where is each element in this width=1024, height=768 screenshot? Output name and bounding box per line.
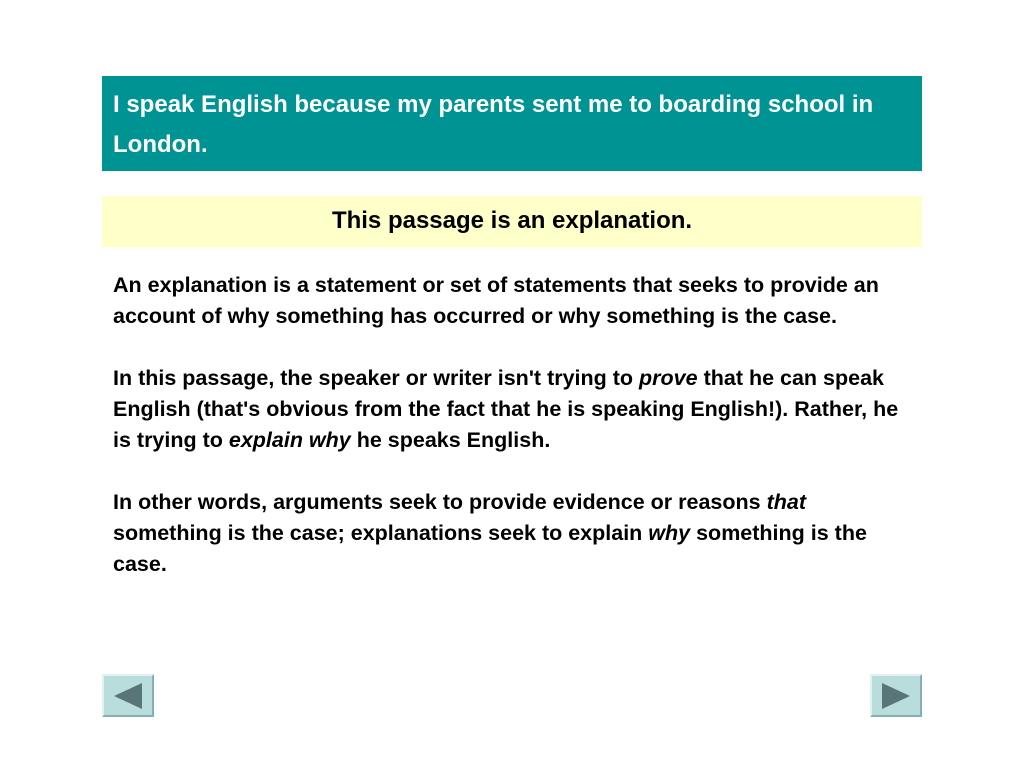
analysis-text-1: In this passage, the speaker or writer isn't trying to	[113, 366, 640, 390]
analysis-emphasis-explain-why: explain why	[228, 428, 351, 452]
classification-banner	[102, 196, 922, 247]
comparison-text-3: something is the case.	[113, 521, 867, 576]
analysis-paragraph	[113, 363, 913, 456]
comparison-emphasis-that: that	[766, 490, 806, 514]
triangle-right-icon	[879, 681, 913, 711]
previous-slide-button[interactable]	[102, 674, 154, 717]
classification-text: This passage is an explanation.	[331, 207, 693, 234]
analysis-text-3: he speaks English.	[350, 428, 551, 452]
quote-box	[102, 76, 922, 171]
definition-paragraph	[113, 270, 913, 332]
definition-text: An explanation is a statement or set of statements that seeks to provide an account of why something has occurred or why something is the case.	[113, 273, 879, 328]
quote-text: I speak English because my parents sent me to boarding school in London.	[113, 91, 874, 158]
comparison-text-1: In other words, arguments seek to provide evidence or reasons	[113, 490, 767, 514]
triangle-left-icon	[111, 681, 145, 711]
next-slide-button[interactable]	[870, 674, 922, 717]
analysis-emphasis-prove: prove	[639, 366, 698, 390]
explanation-body	[113, 270, 913, 611]
analysis-text-2: that he can speak English (that's obvious from the fact that he is speaking English!). Rather, he is trying to	[113, 366, 899, 452]
comparison-text-2: something is the case; explanations seek to explain	[113, 521, 649, 545]
comparison-paragraph	[113, 487, 913, 580]
comparison-emphasis-why: why	[648, 521, 691, 545]
